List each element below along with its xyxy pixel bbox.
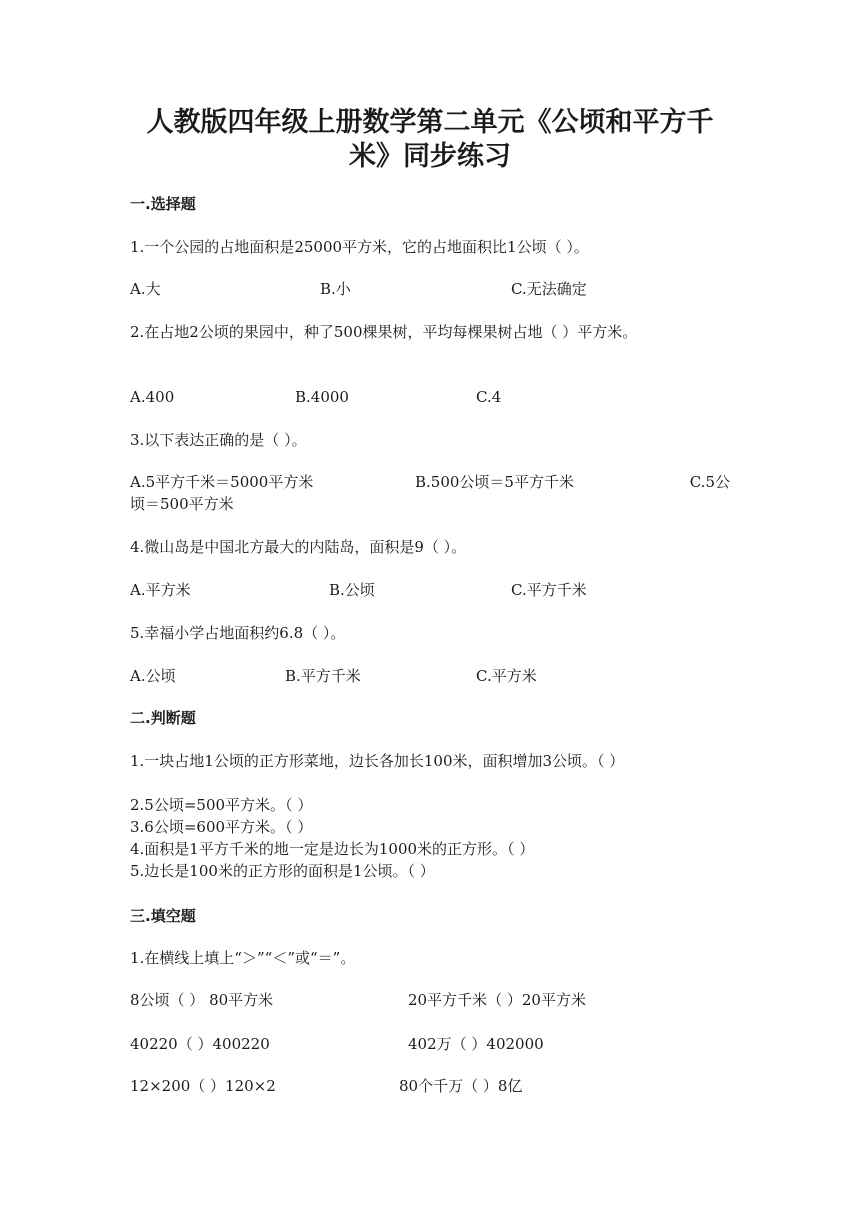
question-5-option-a: A.公顷 [130,667,176,685]
question-4-option-a: A.平方米 [130,581,191,599]
judge-item-2: 2.5公顷=500平方米。（ ） [130,796,313,814]
question-3-option-b: B.500公顷＝5平方千米 [415,473,574,491]
judge-item-4: 4.面积是1平方千米的地一定是边长为1000米的正方形。（ ） [130,840,535,858]
question-3-option-a: A.5平方千米＝5000平方米 [130,473,314,491]
question-1-stem: 1.一个公园的占地面积是25000平方米，它的占地面积比1公顷（ ）。 [130,238,589,256]
question-4-option-c: C.平方千米 [511,581,587,599]
judge-item-5: 5.边长是100米的正方形的面积是1公顷。（ ） [130,862,435,880]
judge-item-1: 1.一块占地1公顷的正方形菜地，边长各加长100米，面积增加3公顷。（ ） [130,752,625,770]
question-3-option-c-head: C.5公 [689,473,730,491]
question-2-option-c: C.4 [476,388,502,406]
question-1-option-a: A.大 [130,280,161,298]
section-heading-judge: 二.判断题 [130,709,196,727]
page-title-line-2: 米》同步练习 [349,141,511,172]
question-1-option-c: C.无法确定 [511,280,587,298]
question-1-option-b: B.小 [320,280,351,298]
question-4-option-b: B.公顷 [329,581,375,599]
section-heading-fill: 三.填空题 [130,907,196,925]
compare-row-1-right: 20平方千米（ ）20平方米 [408,991,586,1009]
compare-row-2-left: 40220（ ）400220 [130,1035,270,1053]
compare-row-1-left: 8公顷（ ） 80平方米 [130,991,274,1009]
section-heading-choice: 一.选择题 [130,195,196,213]
question-2-stem: 2.在占地2公顷的果园中，种了500棵果树，平均每棵果树占地（ ）平方米。 [130,323,638,341]
question-3-option-c-tail: 顷＝500平方米 [130,495,234,513]
compare-row-3-left: 12×200（ ）120×2 [130,1077,276,1095]
question-2-option-b: B.4000 [295,388,349,406]
question-4-stem: 4.微山岛是中国北方最大的内陆岛，面积是9（ ）。 [130,538,467,556]
compare-row-3-right: 80个千万（ ）8亿 [399,1077,523,1095]
page-title-line-1: 人教版四年级上册数学第二单元《公顷和平方千 [146,107,714,138]
question-3-stem: 3.以下表达正确的是（ ）。 [130,431,307,449]
compare-row-2-right: 402万（ ）402000 [408,1035,544,1053]
fill-question-1-stem: 1.在横线上填上“＞”“＜”或“＝”。 [130,949,356,967]
question-5-option-b: B.平方千米 [285,667,361,685]
question-2-option-a: A.400 [130,388,175,406]
question-5-option-c: C.平方米 [476,667,537,685]
question-5-stem: 5.幸福小学占地面积约6.8（ ）。 [130,624,346,642]
judge-item-3: 3.6公顷=600平方米。（ ） [130,818,313,836]
